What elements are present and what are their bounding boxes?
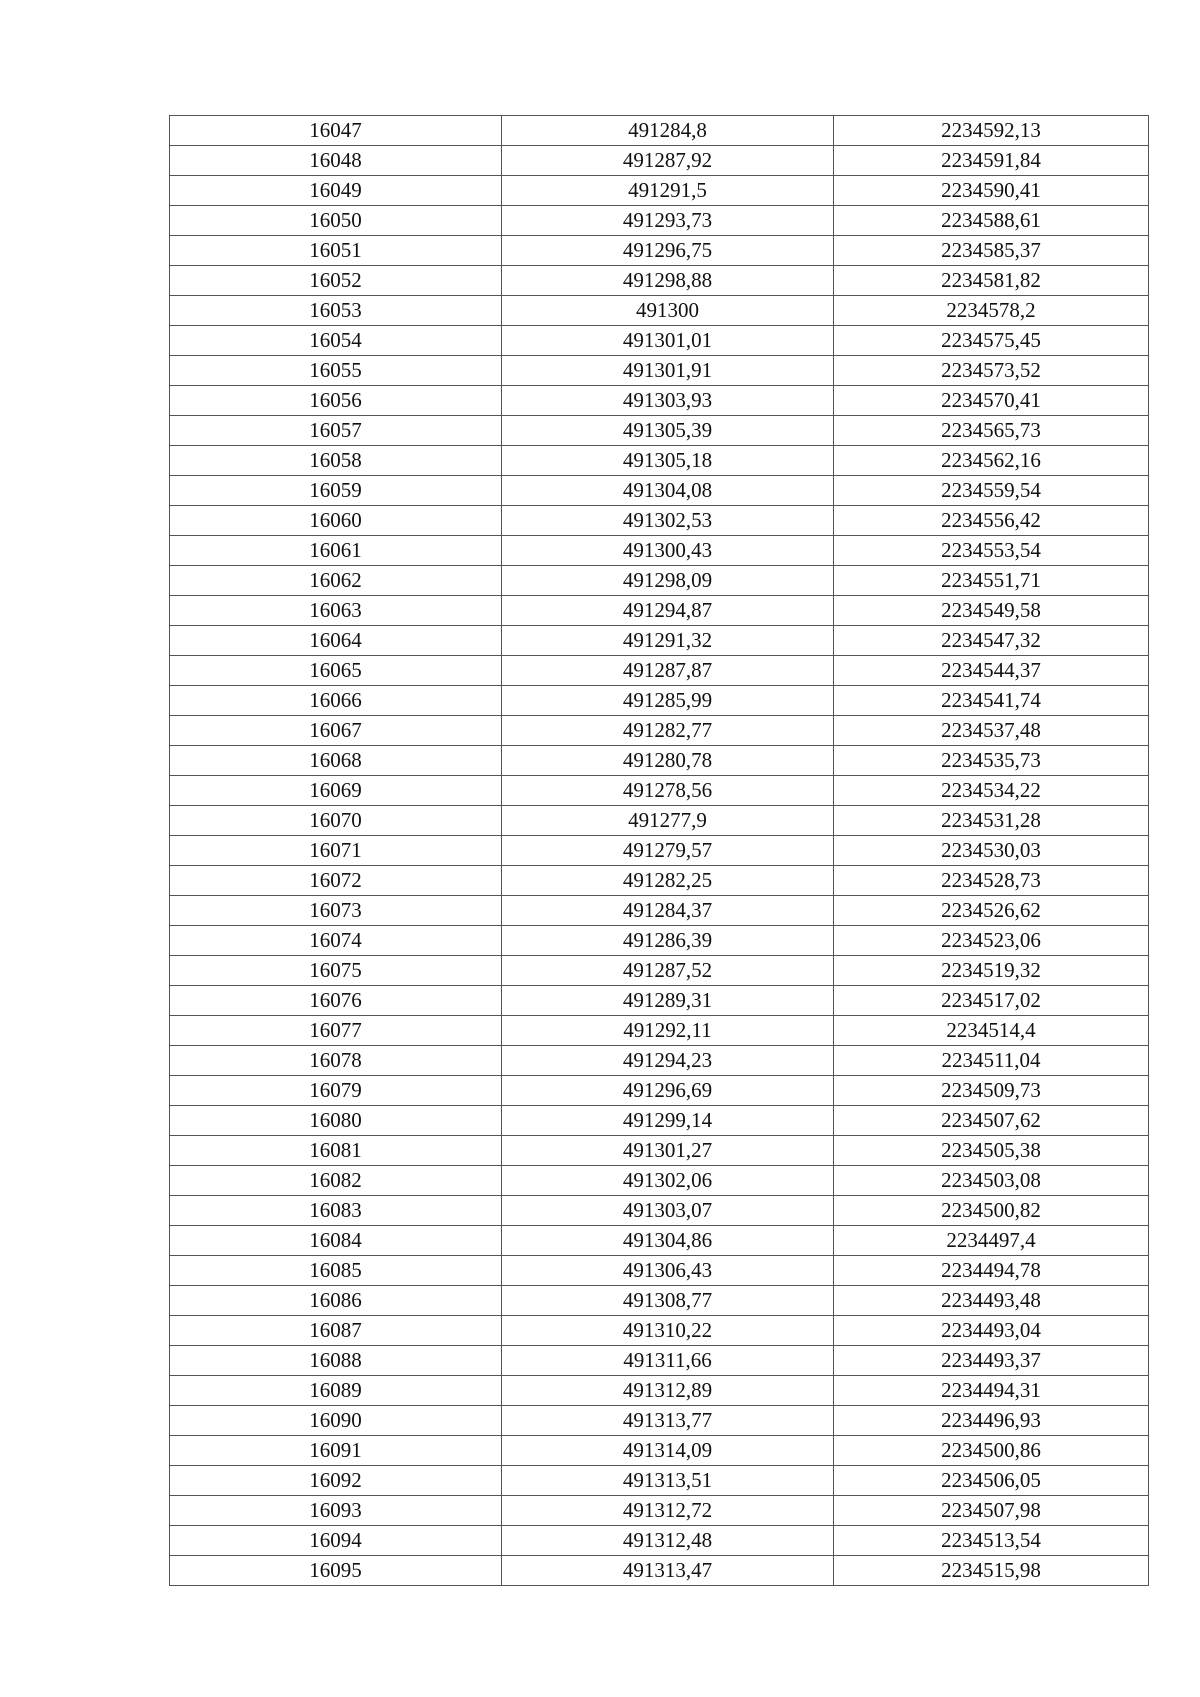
table-row [170, 686, 1149, 716]
y-coordinate-cell: 2234530,03 [834, 836, 1149, 866]
point-number-cell: 16073 [170, 896, 502, 926]
y-coordinate-cell: 2234493,37 [834, 1346, 1149, 1376]
x-coordinate-cell: 491287,52 [502, 956, 834, 986]
point-number-cell: 16047 [170, 116, 502, 146]
x-coordinate-cell: 491306,43 [502, 1256, 834, 1286]
point-number-cell: 16065 [170, 656, 502, 686]
point-number-cell: 16056 [170, 386, 502, 416]
y-coordinate-cell: 2234493,04 [834, 1316, 1149, 1346]
y-coordinate-cell: 2234505,38 [834, 1136, 1149, 1166]
y-coordinate-cell: 2234517,02 [834, 986, 1149, 1016]
table-row [170, 1556, 1149, 1586]
x-coordinate-cell: 491313,51 [502, 1466, 834, 1496]
x-coordinate-cell: 491287,92 [502, 146, 834, 176]
y-coordinate-cell: 2234519,32 [834, 956, 1149, 986]
x-coordinate-cell: 491294,87 [502, 596, 834, 626]
point-number-cell: 16055 [170, 356, 502, 386]
point-number-cell: 16057 [170, 416, 502, 446]
point-number-cell: 16091 [170, 1436, 502, 1466]
x-coordinate-cell: 491303,93 [502, 386, 834, 416]
table-row [170, 776, 1149, 806]
point-number-cell: 16070 [170, 806, 502, 836]
table-row [170, 116, 1149, 146]
x-coordinate-cell: 491301,91 [502, 356, 834, 386]
x-coordinate-cell: 491303,07 [502, 1196, 834, 1226]
x-coordinate-cell: 491284,37 [502, 896, 834, 926]
y-coordinate-cell: 2234511,04 [834, 1046, 1149, 1076]
x-coordinate-cell: 491310,22 [502, 1316, 834, 1346]
y-coordinate-cell: 2234494,78 [834, 1256, 1149, 1286]
x-coordinate-cell: 491278,56 [502, 776, 834, 806]
table-row [170, 1136, 1149, 1166]
x-coordinate-cell: 491282,77 [502, 716, 834, 746]
y-coordinate-cell: 2234494,31 [834, 1376, 1149, 1406]
table-row [170, 926, 1149, 956]
point-number-cell: 16049 [170, 176, 502, 206]
point-number-cell: 16078 [170, 1046, 502, 1076]
y-coordinate-cell: 2234547,32 [834, 626, 1149, 656]
point-number-cell: 16083 [170, 1196, 502, 1226]
y-coordinate-cell: 2234549,58 [834, 596, 1149, 626]
x-coordinate-cell: 491304,08 [502, 476, 834, 506]
table-row [170, 1256, 1149, 1286]
x-coordinate-cell: 491292,11 [502, 1016, 834, 1046]
point-number-cell: 16081 [170, 1136, 502, 1166]
point-number-cell: 16074 [170, 926, 502, 956]
table-row [170, 1376, 1149, 1406]
y-coordinate-cell: 2234513,54 [834, 1526, 1149, 1556]
table-row [170, 1316, 1149, 1346]
y-coordinate-cell: 2234514,4 [834, 1016, 1149, 1046]
x-coordinate-cell: 491302,53 [502, 506, 834, 536]
y-coordinate-cell: 2234565,73 [834, 416, 1149, 446]
point-number-cell: 16050 [170, 206, 502, 236]
table-row [170, 506, 1149, 536]
x-coordinate-cell: 491312,48 [502, 1526, 834, 1556]
x-coordinate-cell: 491291,5 [502, 176, 834, 206]
x-coordinate-cell: 491300 [502, 296, 834, 326]
table-row [170, 356, 1149, 386]
x-coordinate-cell: 491296,75 [502, 236, 834, 266]
table-row [170, 866, 1149, 896]
point-number-cell: 16063 [170, 596, 502, 626]
point-number-cell: 16076 [170, 986, 502, 1016]
table-row [170, 1106, 1149, 1136]
x-coordinate-cell: 491311,66 [502, 1346, 834, 1376]
table-row [170, 1076, 1149, 1106]
x-coordinate-cell: 491280,78 [502, 746, 834, 776]
y-coordinate-cell: 2234509,73 [834, 1076, 1149, 1106]
point-number-cell: 16052 [170, 266, 502, 296]
y-coordinate-cell: 2234581,82 [834, 266, 1149, 296]
y-coordinate-cell: 2234537,48 [834, 716, 1149, 746]
point-number-cell: 16088 [170, 1346, 502, 1376]
y-coordinate-cell: 2234590,41 [834, 176, 1149, 206]
table-row [170, 386, 1149, 416]
y-coordinate-cell: 2234588,61 [834, 206, 1149, 236]
table-row [170, 1496, 1149, 1526]
table-row [170, 806, 1149, 836]
x-coordinate-cell: 491284,8 [502, 116, 834, 146]
table-row [170, 536, 1149, 566]
point-number-cell: 16075 [170, 956, 502, 986]
table-row [170, 1436, 1149, 1466]
table-row [170, 1406, 1149, 1436]
x-coordinate-cell: 491313,77 [502, 1406, 834, 1436]
x-coordinate-cell: 491287,87 [502, 656, 834, 686]
x-coordinate-cell: 491279,57 [502, 836, 834, 866]
x-coordinate-cell: 491313,47 [502, 1556, 834, 1586]
x-coordinate-cell: 491293,73 [502, 206, 834, 236]
y-coordinate-cell: 2234553,54 [834, 536, 1149, 566]
y-coordinate-cell: 2234591,84 [834, 146, 1149, 176]
table-row [170, 326, 1149, 356]
x-coordinate-cell: 491294,23 [502, 1046, 834, 1076]
point-number-cell: 16080 [170, 1106, 502, 1136]
point-number-cell: 16085 [170, 1256, 502, 1286]
table-row [170, 176, 1149, 206]
point-number-cell: 16092 [170, 1466, 502, 1496]
point-number-cell: 16072 [170, 866, 502, 896]
table-row [170, 1346, 1149, 1376]
table-row [170, 236, 1149, 266]
y-coordinate-cell: 2234592,13 [834, 116, 1149, 146]
y-coordinate-cell: 2234507,62 [834, 1106, 1149, 1136]
y-coordinate-cell: 2234497,4 [834, 1226, 1149, 1256]
y-coordinate-cell: 2234573,52 [834, 356, 1149, 386]
y-coordinate-cell: 2234503,08 [834, 1166, 1149, 1196]
x-coordinate-cell: 491296,69 [502, 1076, 834, 1106]
x-coordinate-cell: 491299,14 [502, 1106, 834, 1136]
x-coordinate-cell: 491301,27 [502, 1136, 834, 1166]
y-coordinate-cell: 2234578,2 [834, 296, 1149, 326]
y-coordinate-cell: 2234507,98 [834, 1496, 1149, 1526]
x-coordinate-cell: 491289,31 [502, 986, 834, 1016]
y-coordinate-cell: 2234535,73 [834, 746, 1149, 776]
table-row [170, 146, 1149, 176]
point-number-cell: 16069 [170, 776, 502, 806]
x-coordinate-cell: 491314,09 [502, 1436, 834, 1466]
x-coordinate-cell: 491285,99 [502, 686, 834, 716]
table-row [170, 656, 1149, 686]
table-row [170, 626, 1149, 656]
table-row [170, 1016, 1149, 1046]
table-row [170, 1046, 1149, 1076]
point-number-cell: 16077 [170, 1016, 502, 1046]
x-coordinate-cell: 491312,72 [502, 1496, 834, 1526]
table-row [170, 1286, 1149, 1316]
x-coordinate-cell: 491305,18 [502, 446, 834, 476]
point-number-cell: 16068 [170, 746, 502, 776]
point-number-cell: 16082 [170, 1166, 502, 1196]
x-coordinate-cell: 491300,43 [502, 536, 834, 566]
point-number-cell: 16090 [170, 1406, 502, 1436]
y-coordinate-cell: 2234585,37 [834, 236, 1149, 266]
y-coordinate-cell: 2234531,28 [834, 806, 1149, 836]
point-number-cell: 16086 [170, 1286, 502, 1316]
table-row [170, 986, 1149, 1016]
x-coordinate-cell: 491312,89 [502, 1376, 834, 1406]
y-coordinate-cell: 2234551,71 [834, 566, 1149, 596]
y-coordinate-cell: 2234526,62 [834, 896, 1149, 926]
point-number-cell: 16071 [170, 836, 502, 866]
point-number-cell: 16064 [170, 626, 502, 656]
y-coordinate-cell: 2234541,74 [834, 686, 1149, 716]
table-row [170, 476, 1149, 506]
point-number-cell: 16079 [170, 1076, 502, 1106]
table-row [170, 446, 1149, 476]
table-row [170, 716, 1149, 746]
table-row [170, 566, 1149, 596]
point-number-cell: 16093 [170, 1496, 502, 1526]
table-row [170, 746, 1149, 776]
table-row [170, 1466, 1149, 1496]
coordinates-table-body [170, 116, 1149, 1586]
y-coordinate-cell: 2234493,48 [834, 1286, 1149, 1316]
y-coordinate-cell: 2234562,16 [834, 446, 1149, 476]
table-row [170, 206, 1149, 236]
x-coordinate-cell: 491298,88 [502, 266, 834, 296]
point-number-cell: 16053 [170, 296, 502, 326]
x-coordinate-cell: 491308,77 [502, 1286, 834, 1316]
point-number-cell: 16084 [170, 1226, 502, 1256]
y-coordinate-cell: 2234506,05 [834, 1466, 1149, 1496]
y-coordinate-cell: 2234575,45 [834, 326, 1149, 356]
table-row [170, 956, 1149, 986]
y-coordinate-cell: 2234559,54 [834, 476, 1149, 506]
x-coordinate-cell: 491305,39 [502, 416, 834, 446]
table-row [170, 1196, 1149, 1226]
y-coordinate-cell: 2234500,86 [834, 1436, 1149, 1466]
point-number-cell: 16062 [170, 566, 502, 596]
point-number-cell: 16051 [170, 236, 502, 266]
x-coordinate-cell: 491304,86 [502, 1226, 834, 1256]
point-number-cell: 16094 [170, 1526, 502, 1556]
point-number-cell: 16066 [170, 686, 502, 716]
x-coordinate-cell: 491302,06 [502, 1166, 834, 1196]
table-row [170, 416, 1149, 446]
point-number-cell: 16087 [170, 1316, 502, 1346]
point-number-cell: 16095 [170, 1556, 502, 1586]
table-row [170, 1226, 1149, 1256]
y-coordinate-cell: 2234515,98 [834, 1556, 1149, 1586]
point-number-cell: 16058 [170, 446, 502, 476]
point-number-cell: 16089 [170, 1376, 502, 1406]
x-coordinate-cell: 491277,9 [502, 806, 834, 836]
table-row [170, 266, 1149, 296]
x-coordinate-cell: 491291,32 [502, 626, 834, 656]
y-coordinate-cell: 2234544,37 [834, 656, 1149, 686]
x-coordinate-cell: 491282,25 [502, 866, 834, 896]
y-coordinate-cell: 2234570,41 [834, 386, 1149, 416]
table-row [170, 296, 1149, 326]
x-coordinate-cell: 491286,39 [502, 926, 834, 956]
table-row [170, 1166, 1149, 1196]
point-number-cell: 16060 [170, 506, 502, 536]
point-number-cell: 16048 [170, 146, 502, 176]
table-row [170, 1526, 1149, 1556]
table-row [170, 896, 1149, 926]
x-coordinate-cell: 491301,01 [502, 326, 834, 356]
y-coordinate-cell: 2234556,42 [834, 506, 1149, 536]
y-coordinate-cell: 2234500,82 [834, 1196, 1149, 1226]
point-number-cell: 16061 [170, 536, 502, 566]
point-number-cell: 16059 [170, 476, 502, 506]
point-number-cell: 16067 [170, 716, 502, 746]
y-coordinate-cell: 2234534,22 [834, 776, 1149, 806]
x-coordinate-cell: 491298,09 [502, 566, 834, 596]
point-number-cell: 16054 [170, 326, 502, 356]
table-row [170, 836, 1149, 866]
table-row [170, 596, 1149, 626]
y-coordinate-cell: 2234496,93 [834, 1406, 1149, 1436]
y-coordinate-cell: 2234528,73 [834, 866, 1149, 896]
y-coordinate-cell: 2234523,06 [834, 926, 1149, 956]
coordinates-table [169, 115, 1149, 1586]
